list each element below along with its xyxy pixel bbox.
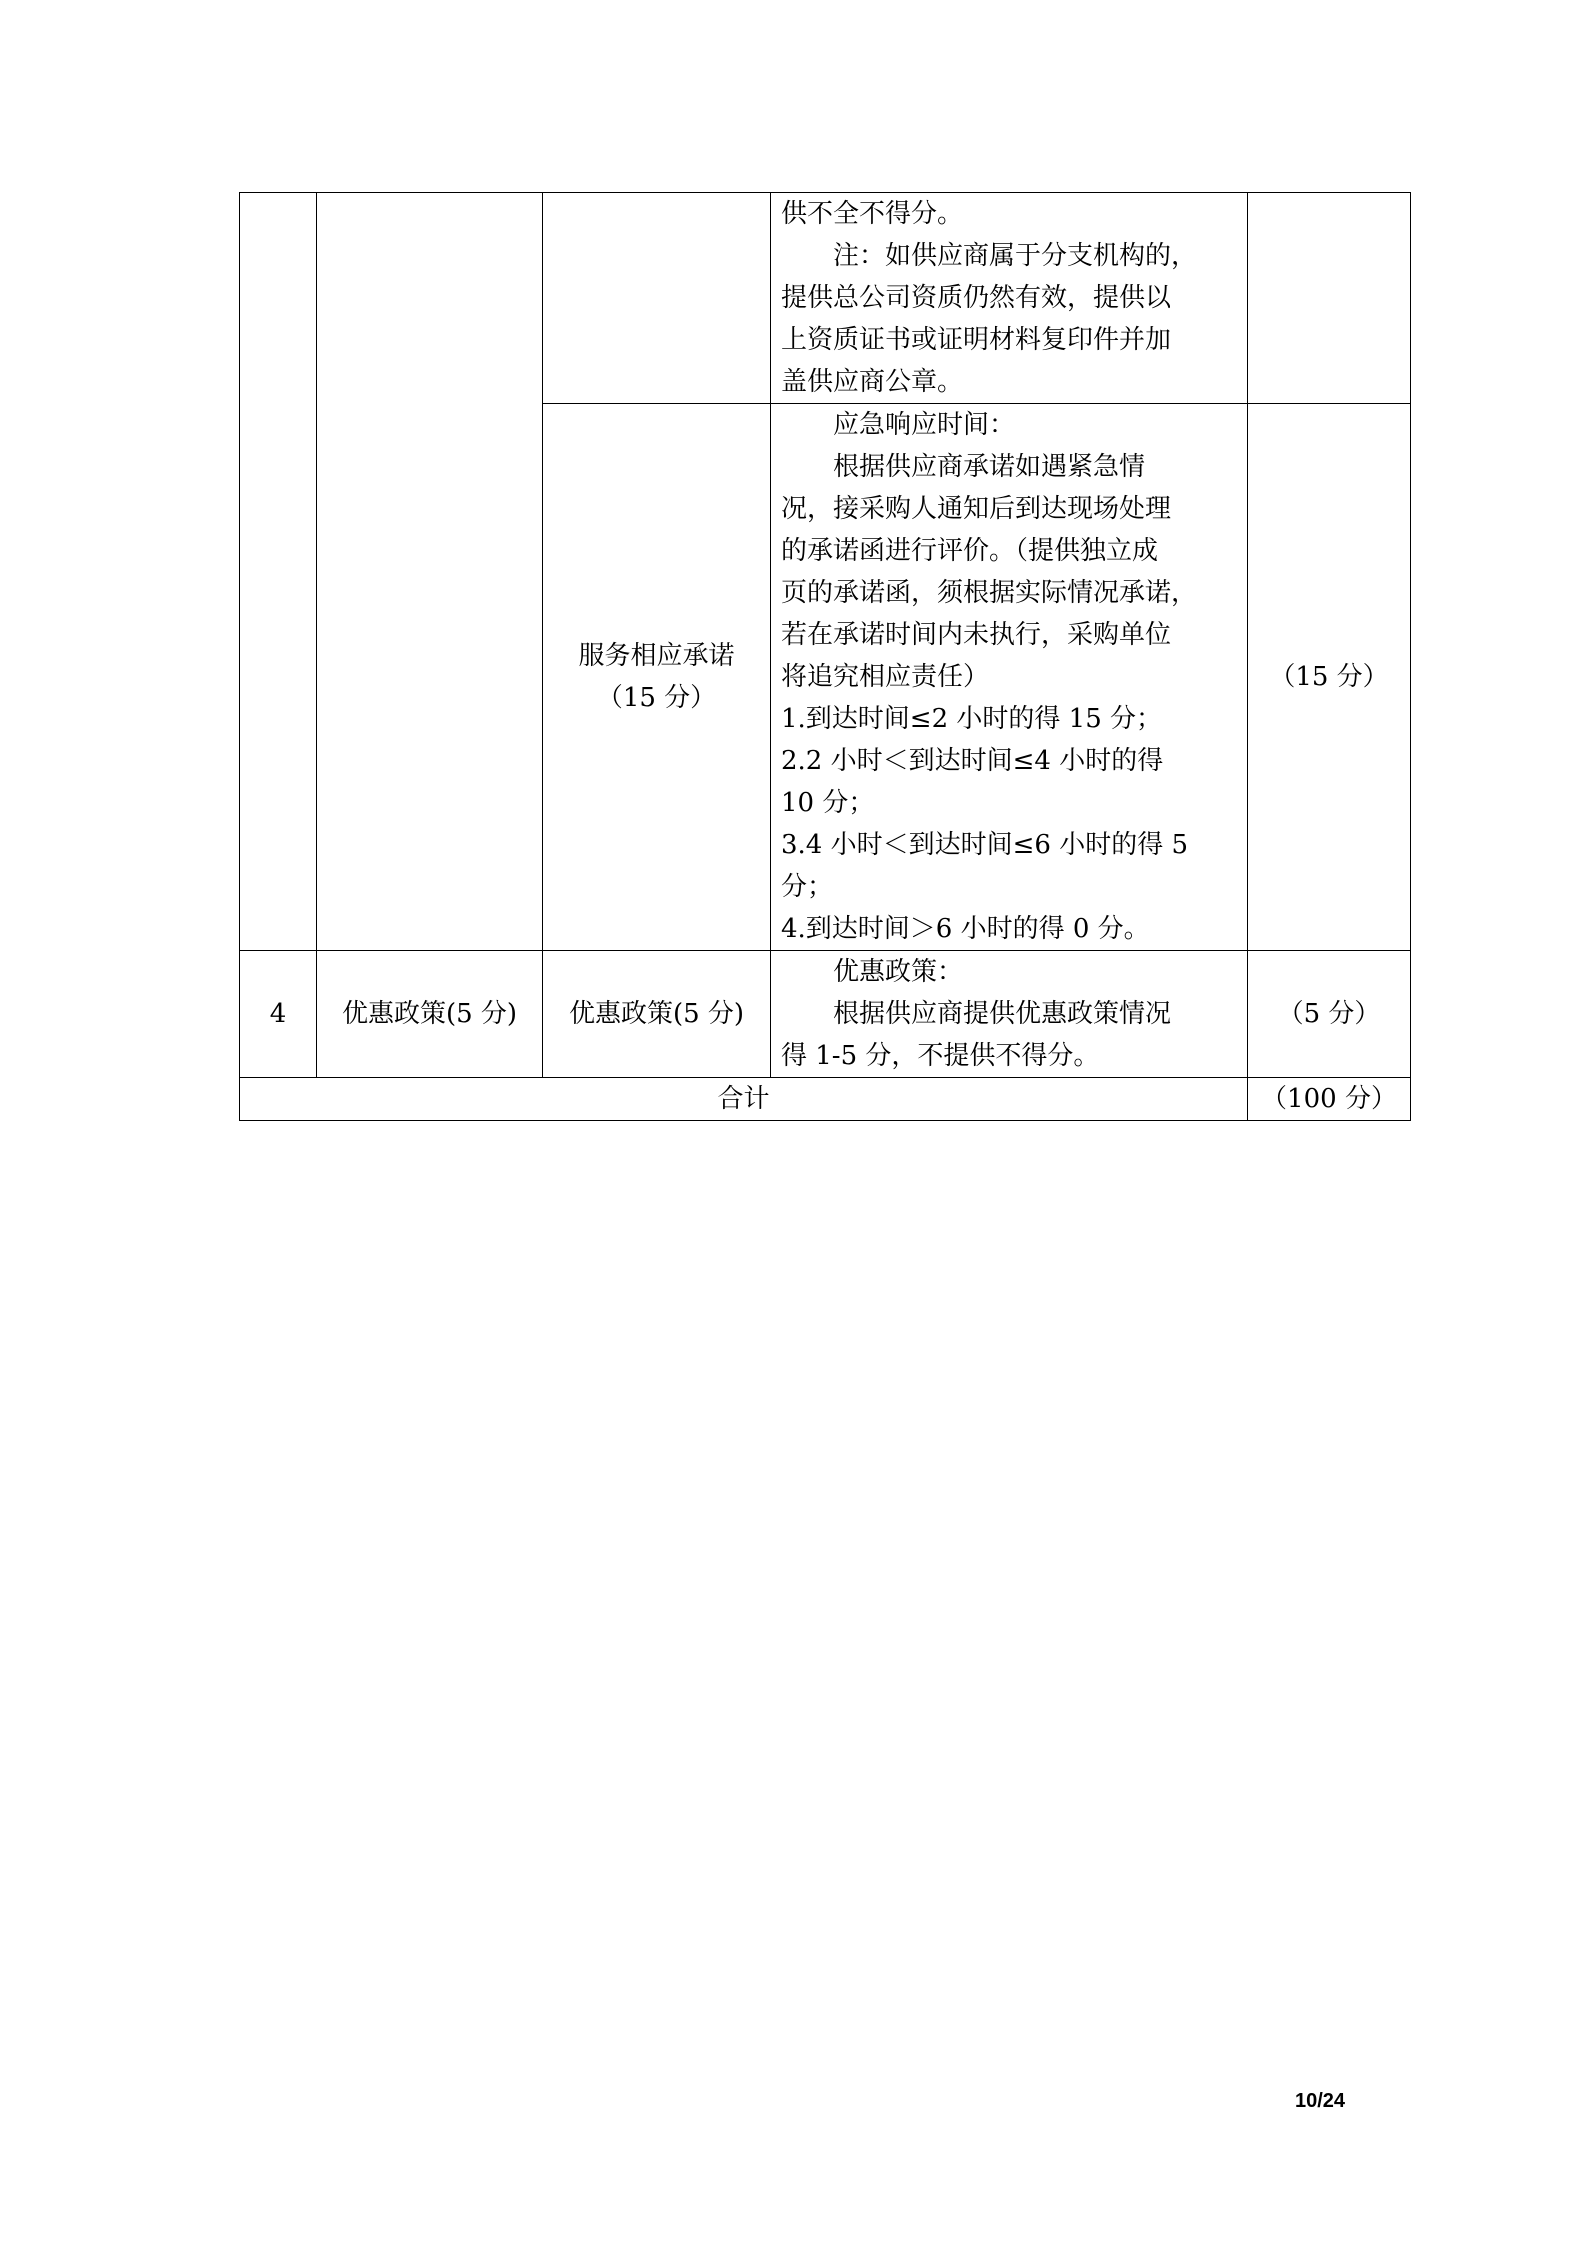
table-row-4 [240, 951, 1411, 1078]
desc-line: 况，接采购人通知后到达现场处理 [781, 494, 1172, 524]
desc-line: 应急响应时间： [833, 410, 1016, 440]
desc-line: 盖供应商公章。 [781, 367, 964, 397]
score-cell-empty [1248, 193, 1411, 404]
description-cell [771, 951, 1248, 1078]
score-cell: （5 分） [1248, 951, 1411, 1078]
item-name: 服务相应承诺 [578, 641, 735, 671]
desc-line: 4.到达时间＞6 小时的得 0 分。 [781, 914, 1150, 944]
category-cell: 优惠政策(5 分) [317, 951, 543, 1078]
desc-line: 若在承诺时间内未执行，采购单位 [781, 620, 1172, 650]
desc-line: 得 1-5 分，不提供不得分。 [781, 1041, 1100, 1071]
total-score: （100 分） [1248, 1078, 1411, 1121]
desc-line: 根据供应商承诺如遇紧急情 [833, 452, 1146, 482]
desc-line: 提供总公司资质仍然有效，提供以 [781, 283, 1172, 313]
desc-line: 分； [781, 872, 834, 902]
desc-line: 优惠政策： [833, 957, 964, 987]
desc-line: 2.2 小时＜到达时间≤4 小时的得 [781, 746, 1164, 776]
desc-line: 上资质证书或证明材料复印件并加 [781, 325, 1172, 355]
no-cell-empty [240, 193, 317, 951]
description-cell [771, 404, 1248, 951]
description-cell [771, 193, 1248, 404]
desc-line: 的承诺函进行评价。（提供独立成 [781, 536, 1159, 566]
table-row-total [240, 1078, 1411, 1121]
page-number: 10/24 [1294, 2090, 1346, 2112]
category-cell-empty [317, 193, 543, 951]
item-cell: 优惠政策(5 分) [543, 951, 771, 1078]
score-cell: （15 分） [1248, 404, 1411, 951]
no-cell: 4 [240, 951, 317, 1078]
desc-line: 注：如供应商属于分支机构的， [833, 241, 1198, 271]
scoring-table [239, 192, 1411, 1121]
desc-line: 供不全不得分。 [781, 199, 964, 229]
desc-line: 3.4 小时＜到达时间≤6 小时的得 5 [781, 830, 1189, 860]
table-row-continuation [240, 193, 1411, 404]
desc-line: 页的承诺函，须根据实际情况承诺， [781, 578, 1198, 608]
total-label: 合计 [240, 1078, 1248, 1121]
item-score: （15 分） [596, 683, 717, 713]
desc-line: 根据供应商提供优惠政策情况 [833, 999, 1172, 1029]
desc-line: 1.到达时间≤2 小时的得 15 分； [781, 704, 1163, 734]
desc-line: 10 分； [781, 788, 875, 818]
desc-line: 将追究相应责任） [781, 662, 990, 692]
item-cell [543, 404, 771, 951]
item-cell-empty [543, 193, 771, 404]
